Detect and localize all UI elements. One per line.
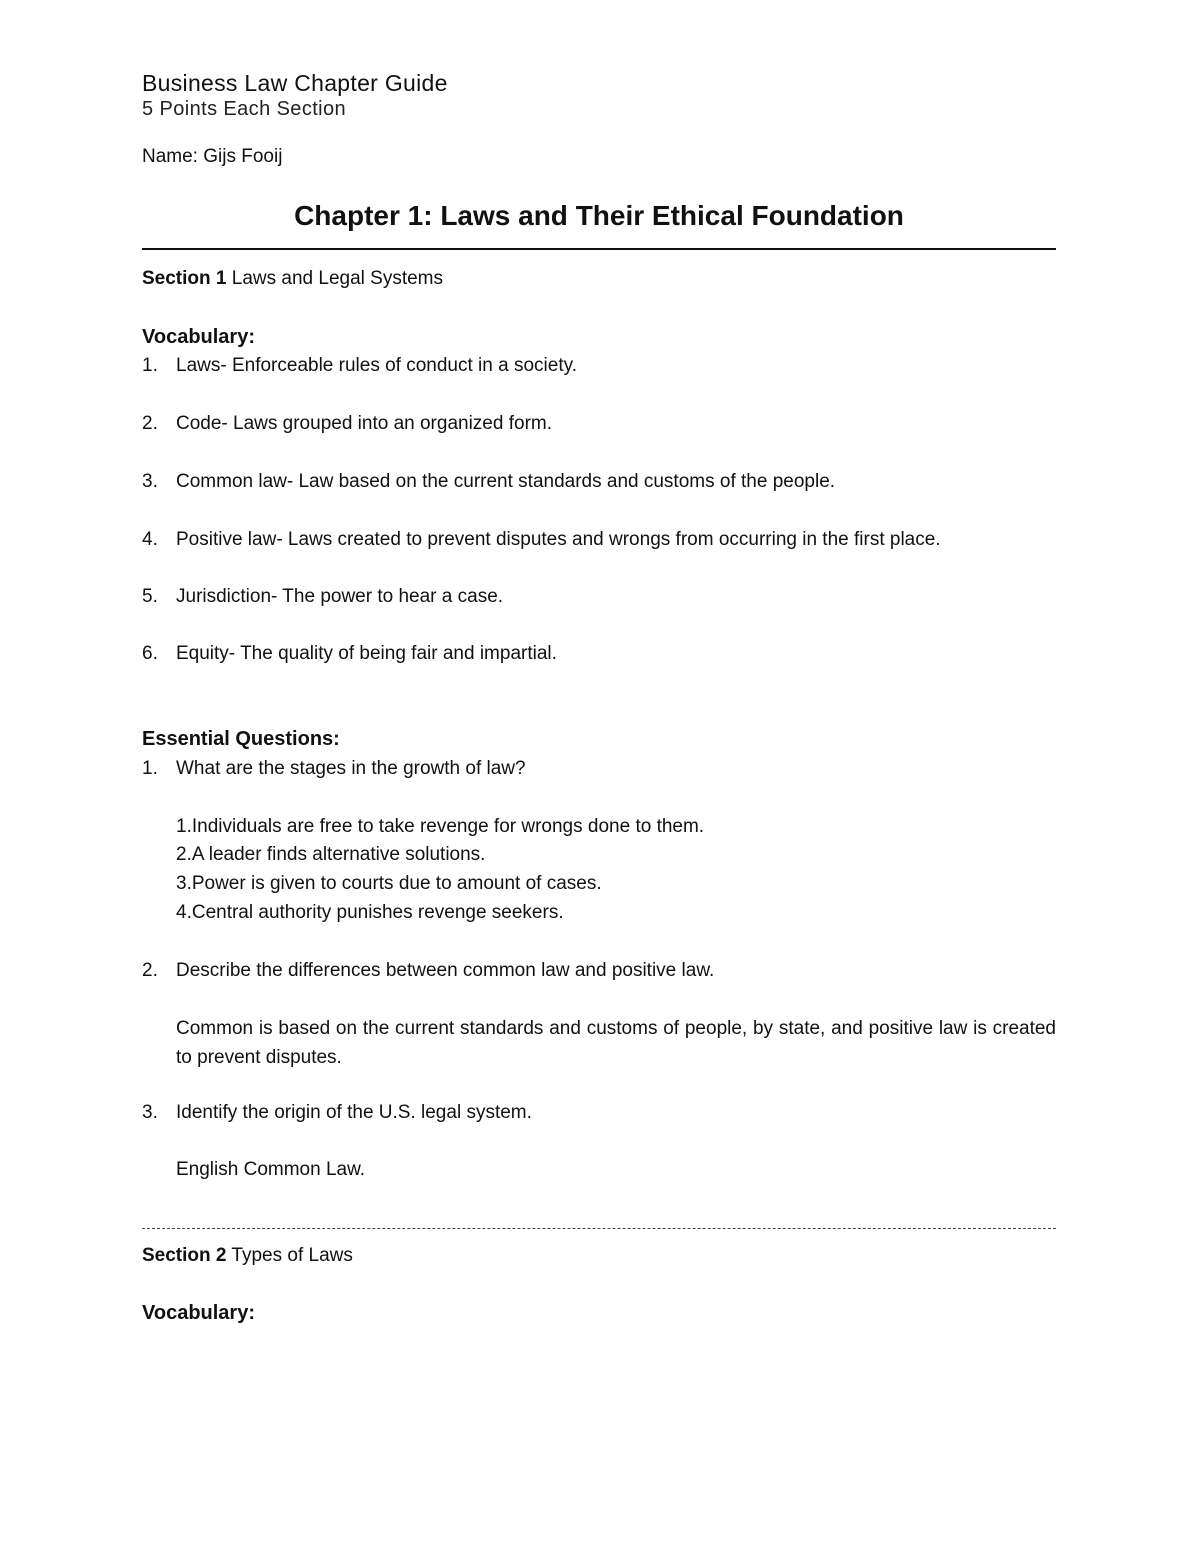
list-number: 1. [142, 758, 158, 779]
answer-line: 4.Central authority punishes revenge seekers. [176, 902, 564, 923]
question-text: Describe the differences between common law and positive law. [176, 960, 715, 981]
chapter-divider [142, 248, 1056, 250]
section-2-vocab-heading: Vocabulary: [142, 1302, 255, 1324]
section-1-vocab-heading: Vocabulary: [142, 326, 255, 348]
vocab-definition: Code- Laws grouped into an organized form. [176, 413, 553, 434]
list-number: 1. [142, 355, 158, 376]
chapter-title: Chapter 1: Laws and Their Ethical Foundation [294, 200, 904, 231]
list-number: 3. [142, 1102, 158, 1123]
document-subtitle: 5 Points Each Section [142, 98, 347, 120]
essential-questions-heading: Essential Questions: [142, 728, 340, 750]
answer-paragraph: Common is based on the current standards and customs of people, by state, and positive law is created to prevent disputes. [176, 1018, 1056, 1068]
list-number: 2. [142, 960, 158, 981]
section-1-heading [142, 268, 443, 290]
answer-line: English Common Law. [176, 1159, 366, 1180]
section-2-title: Types of Laws [226, 1245, 353, 1266]
section-divider [142, 1228, 1056, 1229]
list-number: 6. [142, 643, 158, 664]
document-title: Business Law Chapter Guide [142, 70, 448, 96]
vocab-definition: Positive law- Laws created to prevent disputes and wrongs from occurring in the first place. [176, 529, 941, 550]
question-text: Identify the origin of the U.S. legal system. [176, 1102, 532, 1123]
vocab-definition: Jurisdiction- The power to hear a case. [176, 586, 504, 607]
vocab-definition: Equity- The quality of being fair and impartial. [176, 643, 557, 664]
section-2-heading [142, 1245, 353, 1267]
section-1-title: Laws and Legal Systems [226, 268, 443, 289]
list-number: 3. [142, 471, 158, 492]
answer-line: 1.Individuals are free to take revenge for wrongs done to them. [176, 816, 705, 837]
answer-line: 2.A leader finds alternative solutions. [176, 844, 486, 865]
section-2-label: Section 2 [142, 1245, 227, 1266]
question-text: What are the stages in the growth of law? [176, 758, 526, 779]
student-name: Name: Gijs Fooij [142, 146, 283, 167]
list-number: 5. [142, 586, 158, 607]
list-number: 4. [142, 529, 158, 550]
vocab-definition: Laws- Enforceable rules of conduct in a society. [176, 355, 577, 376]
answer-line: 3.Power is given to courts due to amount of cases. [176, 873, 602, 894]
vocab-definition: Common law- Law based on the current standards and customs of the people. [176, 471, 836, 492]
list-number: 2. [142, 413, 158, 434]
section-1-label: Section 1 [142, 268, 227, 289]
